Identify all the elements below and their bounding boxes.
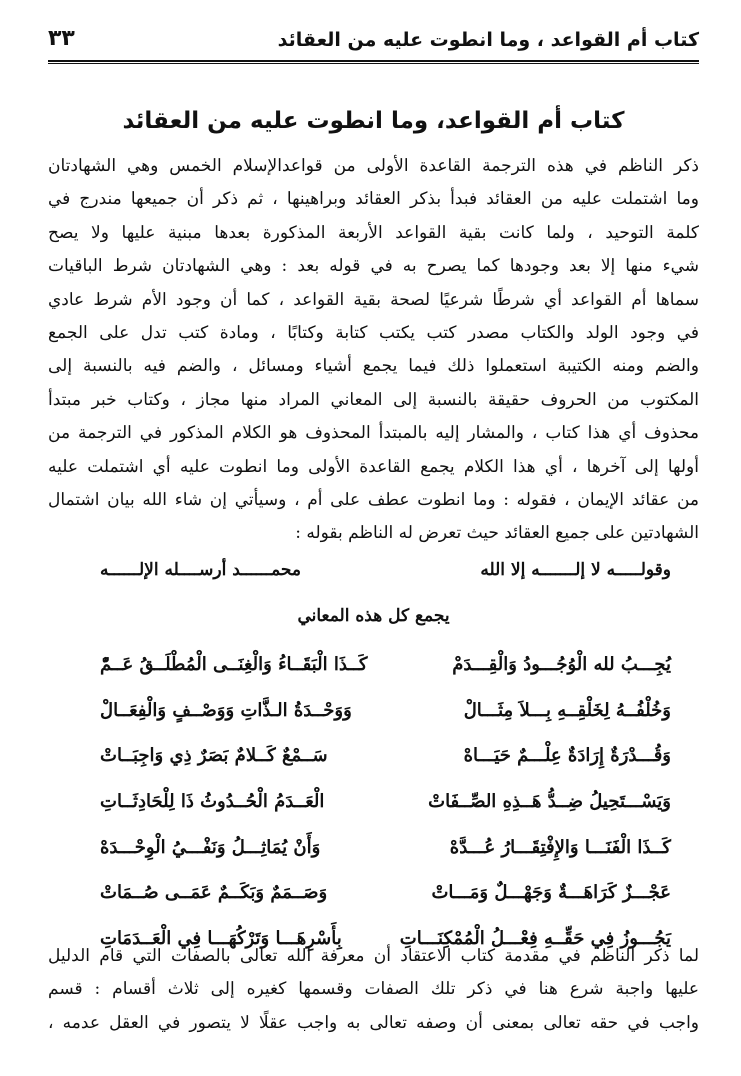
paragraph-line: سماها أم القواعد أي شرطًا شرعيًا لصحة بقية القواعد ، كما أن وجود الأم شرط عادي: [48, 289, 699, 310]
chapter-title: كتاب أم القواعد، وما انطوت عليه من العقائد: [122, 108, 625, 134]
verse-first-hemistich: وَيَسْـــتَحِيلُ ضِــدُّ هَــذِهِ الصِّــفَاتْ: [428, 791, 671, 813]
closing-paragraph: [48, 940, 699, 1040]
paragraph-line: في وجود الولد والكتاب مصدر كتب يكتب كتابة وكتابًا ، ومادة كتب تدل على الجمع: [48, 323, 699, 344]
verse-row: [100, 688, 671, 734]
paragraph-line: وما اشتملت عليه من العقائد فبدأ بذكر العقائد وبراهينها ، ثم ذكر أن جميعها مندرج في: [48, 189, 699, 210]
paragraph-line: كلمة التوحيد ، ولما كانت بقية القواعد الأربعة المذكورة بعدها مبنية عليها ولا يصح: [48, 222, 699, 243]
verse-row: [100, 824, 671, 870]
verse-second-hemistich: وَوَحْــدَةُ الـذَّاتِ وَوَصْــفٍ وَالْفِعَــالْ: [100, 699, 352, 721]
closing-line: واجب في حقه تعالى بمعنى أن وصفه تعالى به واجب عقلًا لا يتصور في العقل عدمه ،: [48, 1012, 699, 1033]
main-verse-second-hemistich: محمــــــد أرســــله الإلــــــه: [100, 560, 301, 580]
paragraph-line: المكتوب من الحروف حقيقة بالنسبة إلى المعاني المراد منها مجاز ، وكتاب خبر مبتدأ: [48, 389, 699, 410]
paragraph-line: ذكر الناظم في هذه الترجمة القاعدة الأولى من قواعدالإسلام الخمس وهي الشهادتان: [48, 156, 699, 176]
verse-first-hemistich: كَــذَا الْفَنَـــا وَالإِفْتِقَـــارُ عُـــدَّهْ: [449, 836, 671, 858]
closing-line: عليها واجبة شرع هنا في ذكر تلك الصفات وقسمها كغيره إلى ثلاث أقسام : قسم: [48, 979, 699, 1000]
paragraph-line: الشهادتين على جميع العقائد حيث تعرض له الناظم بقوله :: [295, 523, 699, 544]
paragraph-line: شيء منها إلا بعد وجودها كما يصرح به في قوله بعد : وهي الشهادتان شرط الباقيات: [48, 256, 700, 277]
verse-row: [100, 870, 671, 916]
paragraph-line: محذوف أي هذا كتاب ، والمشار إليه بالمبتدأ المحذوف هو الكلام المذكور في الترجمة من: [48, 423, 699, 444]
verse-row: [100, 733, 671, 779]
verse-second-hemistich: بِأَسْرِهَـــا وَتَرْكُهَـــا فِي الْعَــدَمَاتِ: [100, 927, 342, 949]
paragraph-line: والضم ومنه الكتيبة استعملوا ذلك فيما يجمع أشياء ومسائل ، والضم فيه بالنسبة إلى: [48, 356, 699, 377]
main-verse-first-hemistich: وقولـــــه لا إلـــــــه إلا الله: [480, 560, 671, 580]
verse-second-hemistich: الْعَــدَمُ الْحُــدُوثُ ذَا لِلْحَادِثَــاتِ: [100, 791, 325, 813]
verse-second-hemistich: وَأَنْ يُمَاثِـــلُ وَنَفْـــيُ الْوِحْـــدَهْ: [100, 836, 321, 858]
verse-second-hemistich: كَــذَا الْبَقَــاءُ وَالْغِنَــى الْمُطْلَــقُ عَــمّْ: [100, 654, 368, 676]
closing-line: لما ذكر الناظم في مقدمة كتاب الاعتقاد أن معرفة الله تعالى بالصفات التي قام الدليل: [48, 946, 699, 966]
verse-first-hemistich: وَقُـــدْرَةٌ إِرَادَةٌ عِلْـــمٌ حَيَـــاهْ: [463, 745, 671, 767]
poem-verses: [100, 642, 671, 961]
verse-first-hemistich: يَجُـــوزُ فِي حَقِّــهِ فِعْـــلُ الْمُمْكِنَـــاتِ: [399, 927, 671, 949]
main-verse: [100, 560, 671, 580]
verse-first-hemistich: عَجْـــزٌ كَرَاهَـــةٌ وَجَهْـــلٌ وَمَـــاتْ: [431, 882, 671, 904]
running-header: [48, 26, 699, 57]
page-number: ٣٣: [48, 26, 75, 51]
intro-paragraph: [48, 150, 699, 551]
verse-second-hemistich: سَــمْعٌ كَــلامٌ بَصَرٌ ذِي وَاجِبَــاتْ: [100, 745, 328, 767]
header-rule: [48, 60, 699, 62]
paragraph-line: أولها إلى آخرها ، أي هذا الكلام يجمع القاعدة الأولى وما انطوت عليه أي اشتملت عليه: [48, 456, 699, 477]
verse-first-hemistich: وَخُلْفُــهُ لِخَلْقِــهِ بِـــلاَ مِثَـــالْ: [463, 699, 671, 721]
verse-row: [100, 642, 671, 688]
verse-row: [100, 779, 671, 825]
verses-subheading: يجمع كل هذه المعاني: [297, 606, 450, 626]
running-title: كتاب أم القواعد ، وما انطوت عليه من العقائد: [277, 29, 699, 51]
verse-first-hemistich: يُجِـــبُ لله الْوُجُـــودُ وَالْقِـــدَمْ: [452, 654, 671, 676]
verse-second-hemistich: وَصَــمَمٌ وَبَكَــمٌ عَمَــى صُــمَاتْ: [100, 882, 328, 904]
header-rule-thin: [48, 63, 699, 64]
paragraph-line: من عقائد الإيمان ، فقوله : وما انطوت عطف على أم ، وسيأتي إن شاء الله بيان اشتمال: [48, 490, 699, 511]
